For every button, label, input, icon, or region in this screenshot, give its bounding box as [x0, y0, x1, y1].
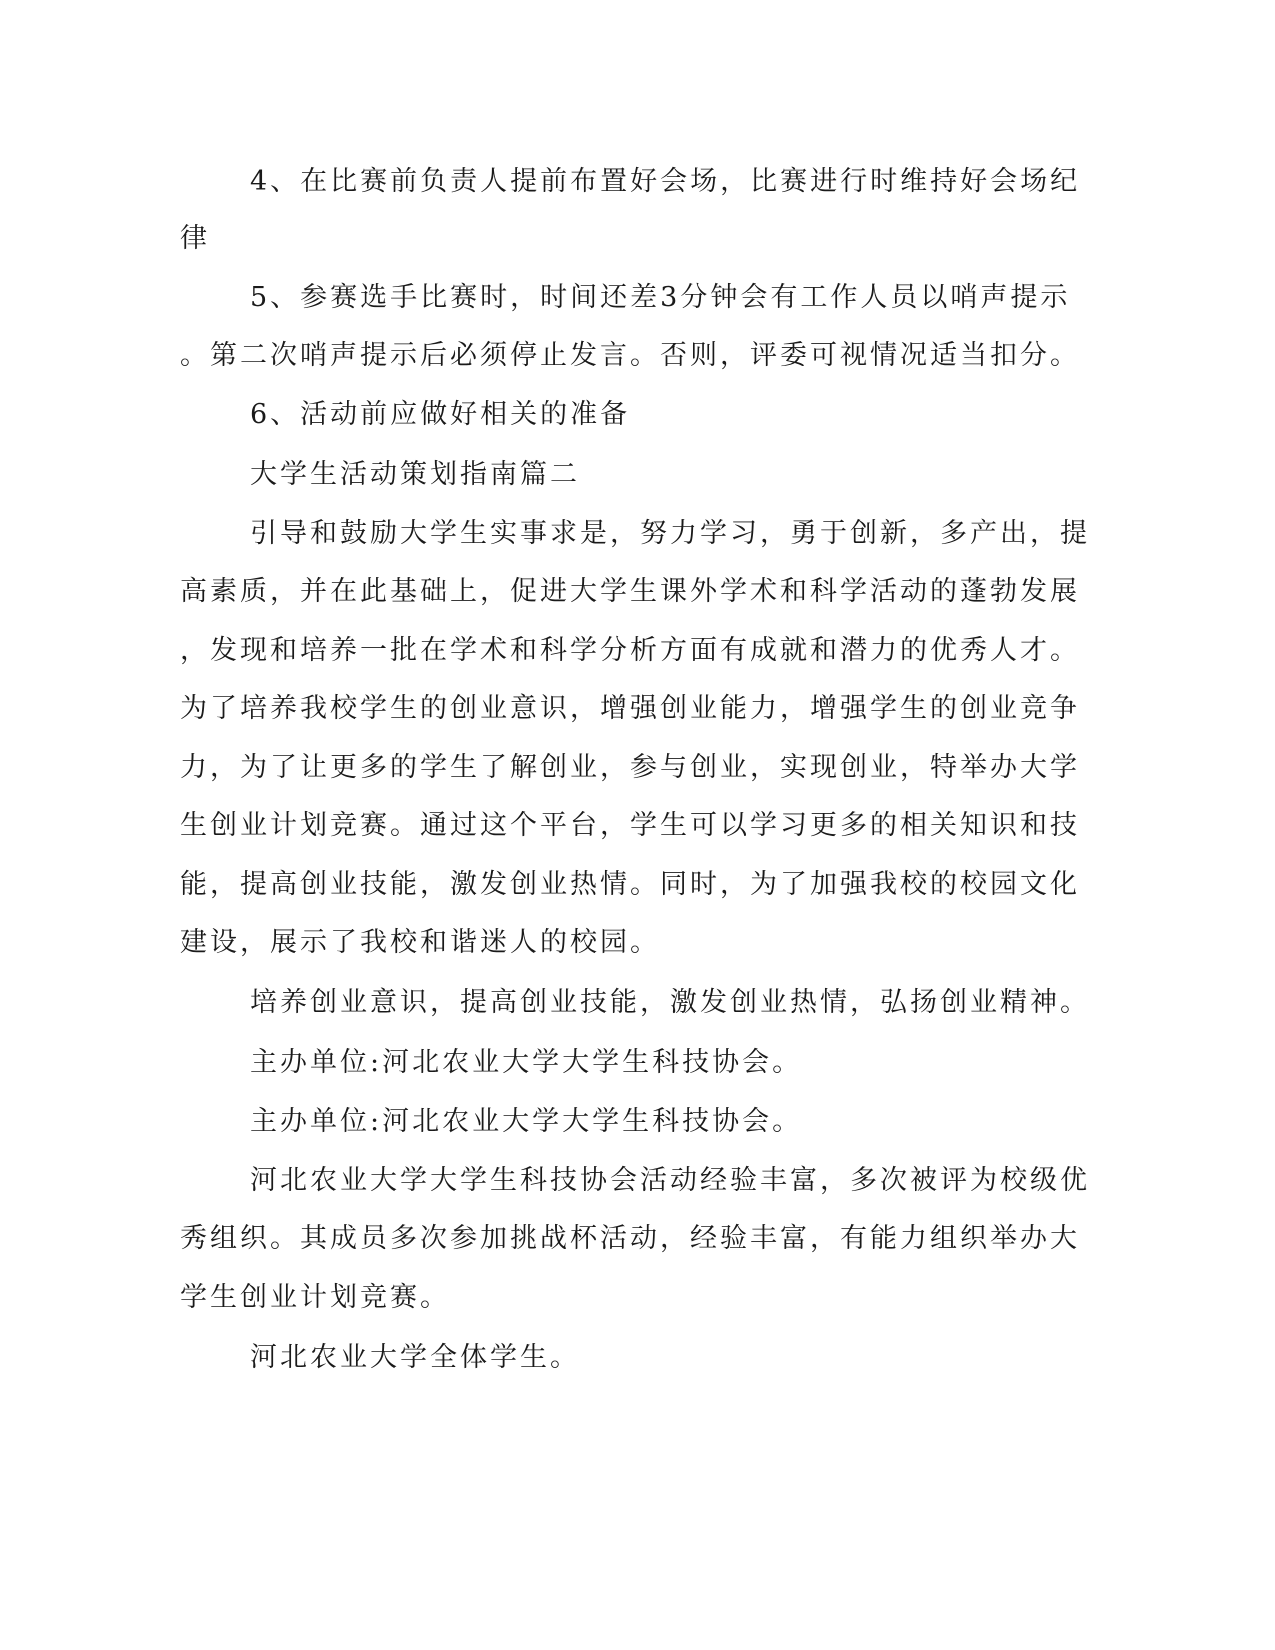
paragraph-line: 力，为了让更多的学生了解创业，参与创业，实现创业，特举办大学 [180, 752, 1080, 783]
section-heading: 大学生活动策划指南篇二 [250, 459, 580, 490]
paragraph-line: 能，提高创业技能，激发创业热情。同时，为了加强我校的校园文化 [180, 869, 1080, 900]
paragraph-line: 5、参赛选手比赛时，时间还差3分钟会有工作人员以哨声提示 [250, 282, 1071, 313]
paragraph-line: 6、活动前应做好相关的准备 [250, 399, 631, 430]
paragraph-line: 为了培养我校学生的创业意识，增强创业能力，增强学生的创业竞争 [180, 693, 1080, 724]
paragraph-line: 。第二次哨声提示后必须停止发言。否则，评委可视情况适当扣分。 [180, 340, 1080, 371]
paragraph-line: 主办单位:河北农业大学大学生科技协会。 [250, 1106, 803, 1137]
paragraph-line: 秀组织。其成员多次参加挑战杯活动，经验丰富，有能力组织举办大 [180, 1223, 1080, 1254]
paragraph-line: 河北农业大学全体学生。 [250, 1342, 580, 1373]
paragraph-line: 律 [180, 223, 210, 254]
paragraph-line: 高素质，并在此基础上，促进大学生课外学术和科学活动的蓬勃发展 [180, 576, 1080, 607]
paragraph-line: 学生创业计划竞赛。 [180, 1282, 450, 1313]
paragraph-line: 培养创业意识，提高创业技能，激发创业热情，弘扬创业精神。 [250, 987, 1090, 1018]
paragraph-line: 生创业计划竞赛。通过这个平台，学生可以学习更多的相关知识和技 [180, 810, 1080, 841]
paragraph-line: 4、在比赛前负责人提前布置好会场，比赛进行时维持好会场纪 [250, 166, 1081, 197]
paragraph-line: 主办单位:河北农业大学大学生科技协会。 [250, 1047, 803, 1078]
paragraph-line: 河北农业大学大学生科技协会活动经验丰富，多次被评为校级优 [250, 1165, 1090, 1196]
paragraph-line: 建设，展示了我校和谐迷人的校园。 [180, 927, 660, 958]
paragraph-line: ，发现和培养一批在学术和科学分析方面有成就和潜力的优秀人才。 [180, 635, 1080, 666]
paragraph-line: 引导和鼓励大学生实事求是，努力学习，勇于创新，多产出，提 [250, 518, 1090, 549]
